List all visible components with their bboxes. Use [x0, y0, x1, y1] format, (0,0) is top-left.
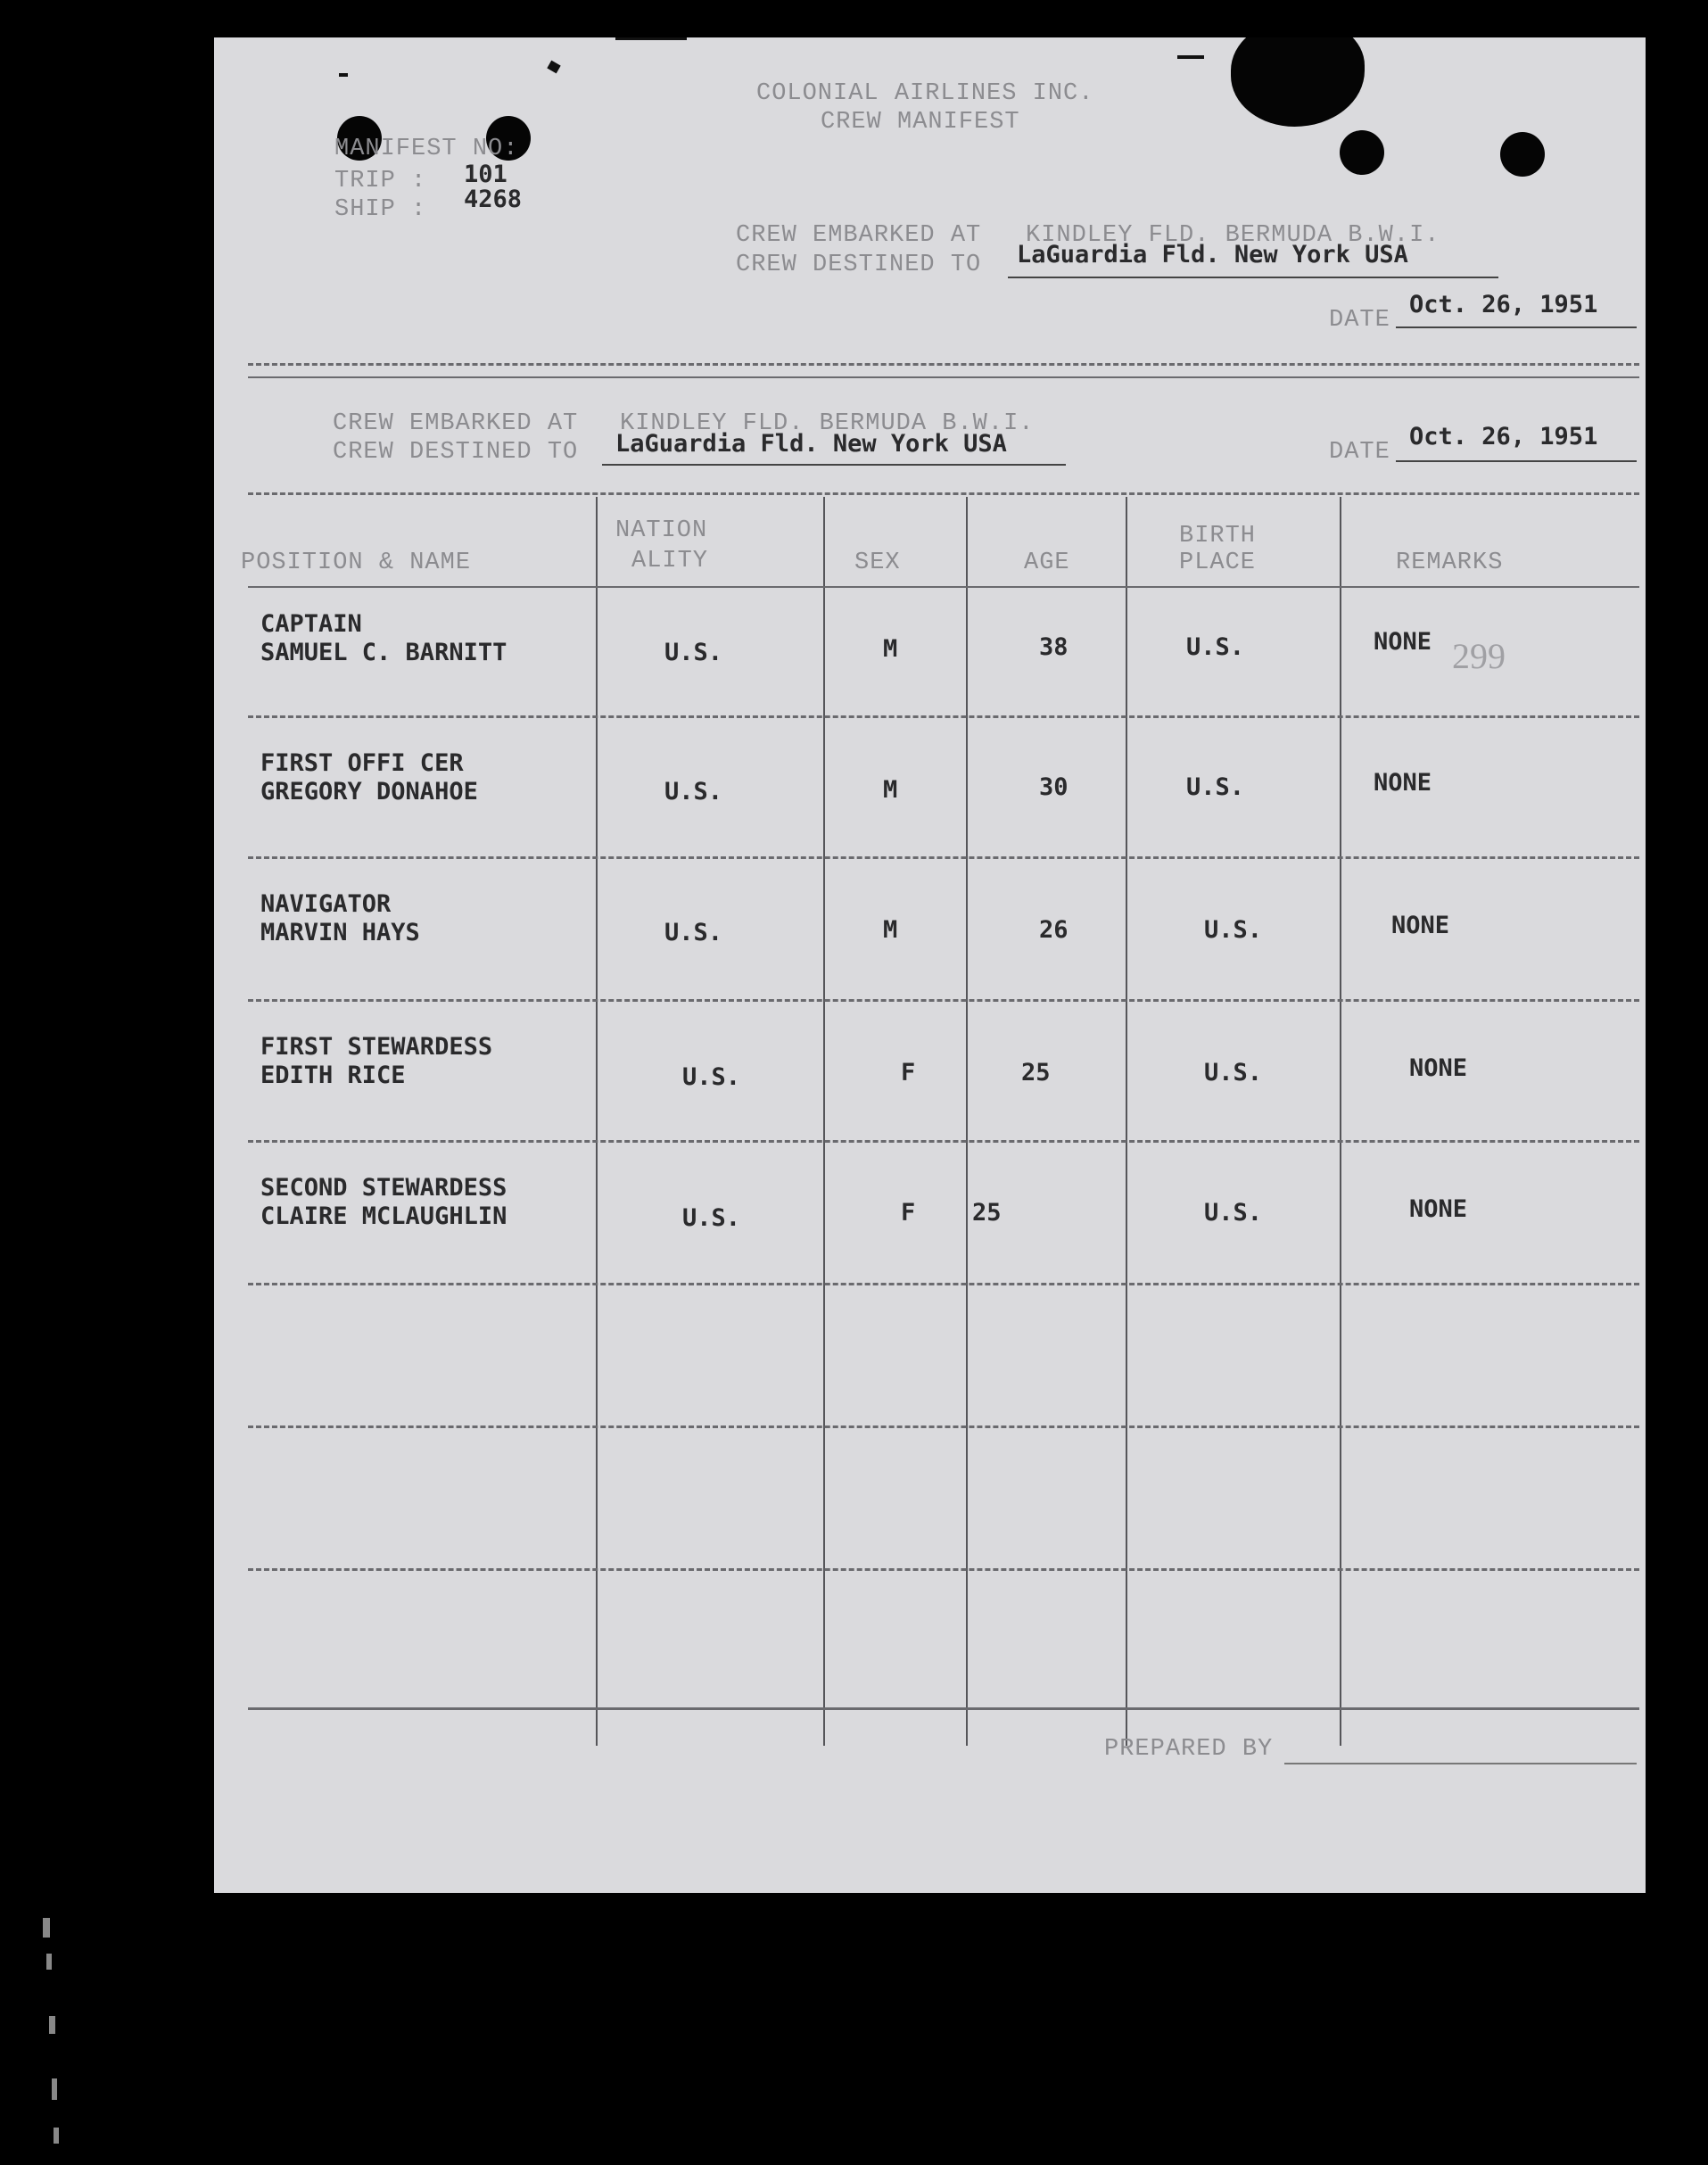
table-row-position: FIRST OFFI CER: [260, 749, 464, 777]
header-nationality-1: NATION: [615, 517, 708, 544]
trip-label: TRIP :: [334, 168, 427, 194]
empty-row-divider: [248, 1568, 1639, 1571]
table-row-nationality: U.S.: [682, 1063, 741, 1091]
table-row-age: 26: [1039, 916, 1069, 944]
header-birth-1: BIRTH: [1179, 523, 1257, 550]
table-row-birthplace: U.S.: [1204, 916, 1263, 944]
table-row-nationality: U.S.: [664, 778, 723, 806]
table-row-position: SECOND STEWARDESS: [260, 1174, 507, 1202]
table-row-remarks: NONE: [1374, 769, 1432, 797]
table-row-name: GREGORY DONAHOE: [260, 778, 478, 806]
table-row-nationality: U.S.: [682, 1204, 741, 1232]
film-strip-edge: [0, 0, 178, 2165]
crew-destined-value-2: LaGuardia Fld. New York USA: [615, 430, 1007, 458]
table-row-birthplace: U.S.: [1204, 1199, 1263, 1227]
table-row-position: CAPTAIN: [260, 610, 362, 638]
manifest-number-label: MANIFEST NO:: [334, 136, 519, 162]
empty-row-divider: [248, 1425, 1639, 1428]
table-row-sex: M: [883, 635, 898, 663]
table-row-age: 30: [1039, 773, 1069, 801]
table-row-birthplace: U.S.: [1186, 633, 1245, 661]
table-row-sex: M: [883, 776, 898, 804]
header-sex: SEX: [854, 550, 901, 576]
table-row-sex: F: [901, 1199, 916, 1227]
crew-embarked-label: CREW EMBARKED AT: [736, 222, 982, 249]
manifest-document: [214, 37, 1646, 1893]
stamp-number: 299: [1452, 636, 1506, 676]
table-row-remarks: NONE: [1391, 912, 1450, 939]
table-row-remarks: NONE: [1374, 628, 1432, 656]
table-row-remarks: NONE: [1409, 1054, 1468, 1082]
trip-value: 101: [464, 161, 507, 188]
punch-hole: [1231, 37, 1365, 127]
punch-hole: [1340, 130, 1384, 175]
table-row-nationality: U.S.: [664, 639, 723, 666]
table-row-position: FIRST STEWARDESS: [260, 1033, 493, 1061]
table-row-name: SAMUEL C. BARNITT: [260, 639, 507, 666]
table-row-age: 38: [1039, 633, 1069, 661]
date-value-2: Oct. 26, 1951: [1409, 423, 1598, 450]
form-title: CREW MANIFEST: [821, 109, 1020, 136]
crew-embarked-label-2: CREW EMBARKED AT: [333, 410, 579, 437]
ship-label: SHIP :: [334, 196, 427, 223]
header-age: AGE: [1024, 550, 1070, 576]
table-row-sex: M: [883, 916, 898, 944]
prepared-by-line: [1284, 1763, 1637, 1764]
header-birth-2: PLACE: [1179, 550, 1257, 576]
crew-destined-label: CREW DESTINED TO: [736, 252, 982, 278]
table-row-birthplace: U.S.: [1204, 1059, 1263, 1087]
table-row-name: CLAIRE MCLAUGHLIN: [260, 1202, 507, 1230]
ship-value: 4268: [464, 186, 523, 213]
table-row-name: MARVIN HAYS: [260, 919, 420, 946]
table-row-position: NAVIGATOR: [260, 890, 392, 918]
table-row-sex: F: [901, 1059, 916, 1087]
date-label-2: DATE: [1329, 439, 1390, 466]
prepared-by-label: PREPARED BY: [1104, 1736, 1274, 1763]
header-nationality-2: ALITY: [631, 548, 709, 574]
header-position-name: POSITION & NAME: [241, 550, 472, 576]
company-name: COLONIAL AIRLINES INC.: [756, 80, 1094, 107]
crew-embarked-value-2: KINDLEY FLD. BERMUDA B.W.I.: [620, 410, 1035, 437]
crew-embarked-value: KINDLEY FLD. BERMUDA B.W.I.: [1026, 222, 1440, 249]
crew-destined-label-2: CREW DESTINED TO: [333, 439, 579, 466]
date-value: Oct. 26, 1951: [1409, 291, 1598, 318]
crew-destined-value: LaGuardia Fld. New York USA: [1017, 241, 1408, 269]
table-row-nationality: U.S.: [664, 919, 723, 946]
date-label: DATE: [1329, 307, 1390, 334]
table-row-age: 25: [972, 1199, 1002, 1227]
table-row-birthplace: U.S.: [1186, 773, 1245, 801]
table-row-name: EDITH RICE: [260, 1062, 406, 1089]
header-remarks: REMARKS: [1396, 550, 1504, 576]
table-row-remarks: NONE: [1409, 1195, 1468, 1223]
punch-hole: [1500, 132, 1545, 177]
table-row-age: 25: [1021, 1059, 1051, 1087]
